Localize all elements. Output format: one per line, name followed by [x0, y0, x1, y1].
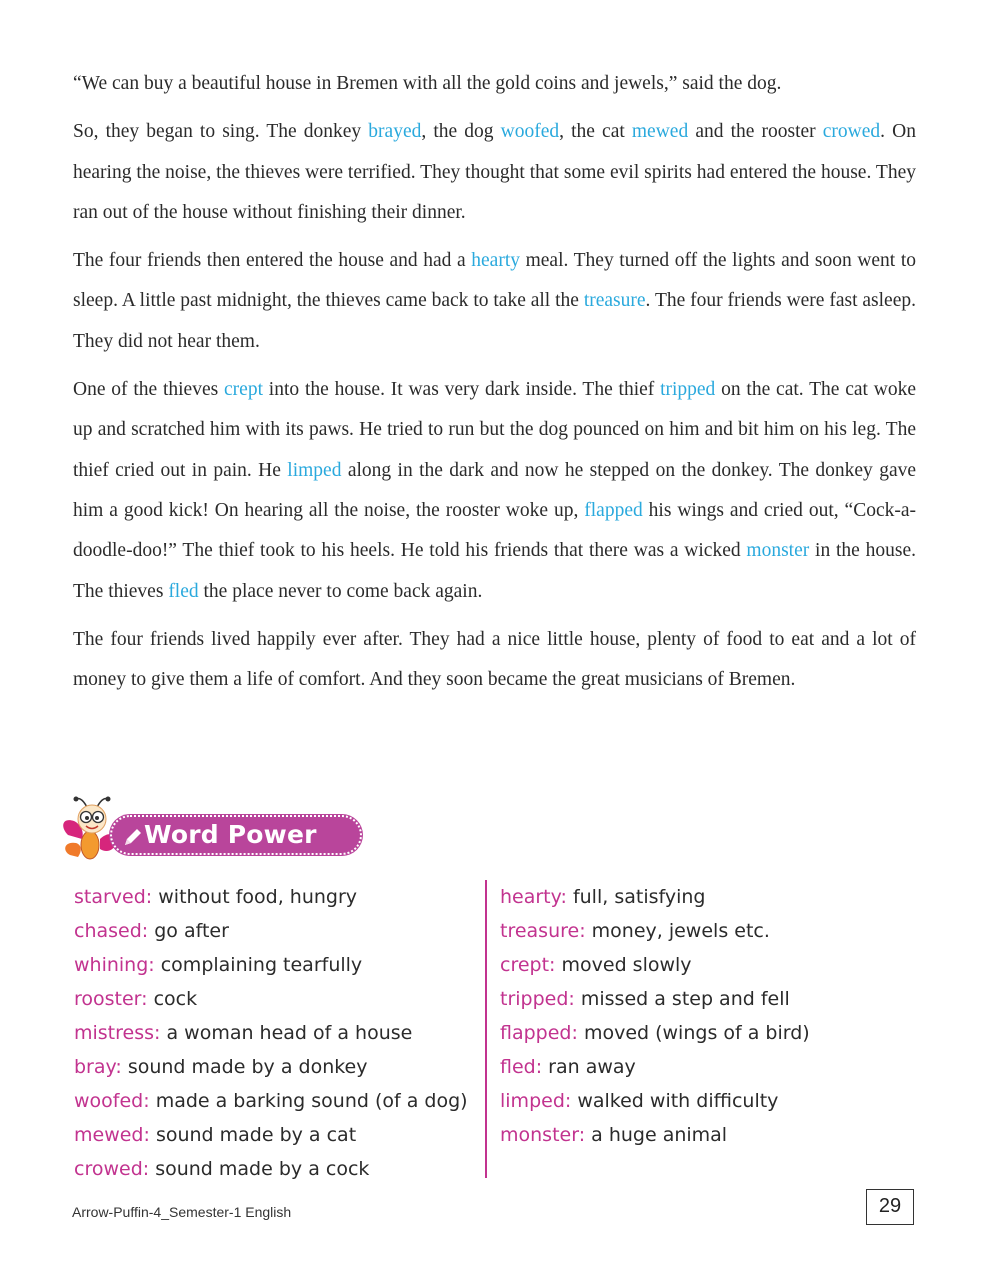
story-paragraph [73, 112, 916, 233]
vocab-word: woofed [500, 121, 560, 143]
glossary-definition: a woman head of a house [166, 1022, 413, 1044]
story-text-run: The four friends then entered the house and had a [73, 250, 472, 272]
word-power-banner [110, 815, 362, 855]
glossary-entry [74, 1118, 468, 1152]
glossary-entry [74, 1050, 468, 1084]
glossary-entry [500, 880, 810, 914]
vocab-word: mewed [631, 121, 689, 143]
story-paragraph [73, 241, 916, 362]
glossary-entry [500, 1050, 810, 1084]
story-text-run: . The four friends were fast asleep. They did not hear them. [73, 290, 916, 352]
story-text-run: , the cat [559, 121, 632, 143]
story-text-run: his wings and cried out, “Cock-a-doodle-doo!” The thief took to his heels. He told his friends that there was a wicked [73, 499, 916, 562]
story-text-run: . On hearing the noise, the thieves were terrified. They thought that some evil spirits had entered the house. They ran out of the house without finishing their dinner. [73, 121, 916, 223]
glossary-left-column [74, 880, 468, 1186]
vocab-word: hearty [471, 250, 520, 272]
glossary-entry [500, 948, 810, 982]
glossary-definition: a huge animal [591, 1124, 728, 1146]
glossary-term: chased: [74, 920, 149, 942]
vocab-word: crept [224, 379, 263, 401]
glossary-definition: moved (wings of a bird) [583, 1022, 810, 1044]
glossary-term: flapped: [500, 1022, 578, 1044]
vocab-word: fled [168, 580, 199, 602]
glossary-entry [74, 1016, 468, 1050]
story-paragraph [73, 620, 916, 701]
story-paragraph [73, 370, 916, 612]
glossary-definition: moved slowly [561, 954, 692, 976]
story-text-run: , the dog [421, 121, 501, 143]
glossary-term: fled: [500, 1056, 543, 1078]
glossary-entry [74, 948, 468, 982]
glossary-entry [500, 914, 810, 948]
glossary-definition: cock [153, 988, 198, 1010]
glossary-definition: sound made by a cock [155, 1158, 370, 1180]
glossary-entry [500, 1118, 810, 1152]
story-text-run: One of the thieves [73, 379, 225, 401]
glossary-definition: without food, hungry [158, 886, 358, 908]
glossary-definition: complaining tearfully [160, 954, 363, 976]
pencil-icon [122, 826, 144, 848]
glossary-entry [500, 1016, 810, 1050]
glossary-definition: ran away [548, 1056, 636, 1078]
glossary-term: woofed: [74, 1090, 150, 1112]
story-text-run: the place never to come back again. [198, 580, 483, 602]
glossary-term: mewed: [74, 1124, 150, 1146]
story-text-run: on the cat. The cat woke up and scratched him with its paws. He tried to run but the dog pounced on him and bit him on his leg. The thief cried out in pain. He [73, 379, 916, 481]
vocab-word: tripped [660, 379, 716, 401]
glossary-term: treasure: [500, 920, 586, 942]
glossary-term: mistress: [74, 1022, 161, 1044]
glossary-definition: sound made by a donkey [127, 1056, 368, 1078]
glossary-term: whining: [74, 954, 155, 976]
glossary-definition: missed a step and fell [580, 988, 790, 1010]
story-text-run: in the house. The thieves [73, 540, 916, 602]
glossary-definition: money, jewels etc. [591, 920, 770, 942]
glossary-entry [74, 982, 468, 1016]
story-text-run: meal. They turned off the lights and soon went to sleep. A little past midnight, the thieves came back to take all the [73, 250, 916, 312]
vocab-word: brayed [368, 121, 422, 143]
word-power-header [60, 795, 320, 865]
glossary-term: rooster: [74, 988, 148, 1010]
glossary-term: starved: [74, 886, 153, 908]
glossary-definition: full, satisfying [572, 886, 706, 908]
glossary-definition: made a barking sound (of a dog) [155, 1090, 468, 1112]
vocab-word: crowed [822, 121, 881, 143]
glossary-entry [500, 1084, 810, 1118]
glossary-term: crowed: [74, 1158, 150, 1180]
glossary-entry [74, 914, 468, 948]
glossary-term: monster: [500, 1124, 586, 1146]
story-text [73, 64, 916, 708]
glossary-entry [74, 1084, 468, 1118]
word-power-title: Word Power [144, 820, 317, 849]
vocab-word: flapped [584, 499, 643, 521]
page-number: 29 [866, 1189, 914, 1225]
story-text-run: The four friends lived happily ever after. They had a nice little house, plenty of food to eat and a lot of money to give them a life of comfort. And they soon became the great musicians of Bremen. [73, 628, 916, 691]
vocab-word: treasure [583, 290, 646, 312]
glossary-term: hearty: [500, 886, 567, 908]
story-text-run: along in the dark and now he stepped on the donkey. The donkey gave him a good kick! On hearing all the noise, the rooster woke up, [73, 459, 916, 521]
glossary-definition: walked with difficulty [577, 1090, 779, 1112]
glossary-right-column [500, 880, 810, 1152]
story-text-run: and the rooster [688, 121, 823, 143]
vocab-word: limped [287, 459, 342, 481]
glossary-definition: sound made by a cat [155, 1124, 357, 1146]
book-title-footer: Arrow-Puffin-4_Semester-1 English [72, 1204, 292, 1220]
glossary-term: limped: [500, 1090, 572, 1112]
story-text-run: So, they began to sing. The donkey [73, 121, 369, 143]
story-paragraph [73, 64, 916, 104]
story-text-run: into the house. It was very dark inside. The thief [263, 379, 661, 401]
story-text-run: “We can buy a beautiful house in Bremen with all the gold coins and jewels,” said the dog. [73, 73, 782, 94]
vocab-word: monster [746, 540, 810, 562]
glossary-divider [485, 880, 487, 1178]
glossary-entry [74, 1152, 468, 1186]
glossary-term: crept: [500, 954, 556, 976]
glossary-term: bray: [74, 1056, 122, 1078]
glossary-definition: go after [154, 920, 229, 942]
glossary-term: tripped: [500, 988, 575, 1010]
glossary-entry [74, 880, 468, 914]
glossary-entry [500, 982, 810, 1016]
